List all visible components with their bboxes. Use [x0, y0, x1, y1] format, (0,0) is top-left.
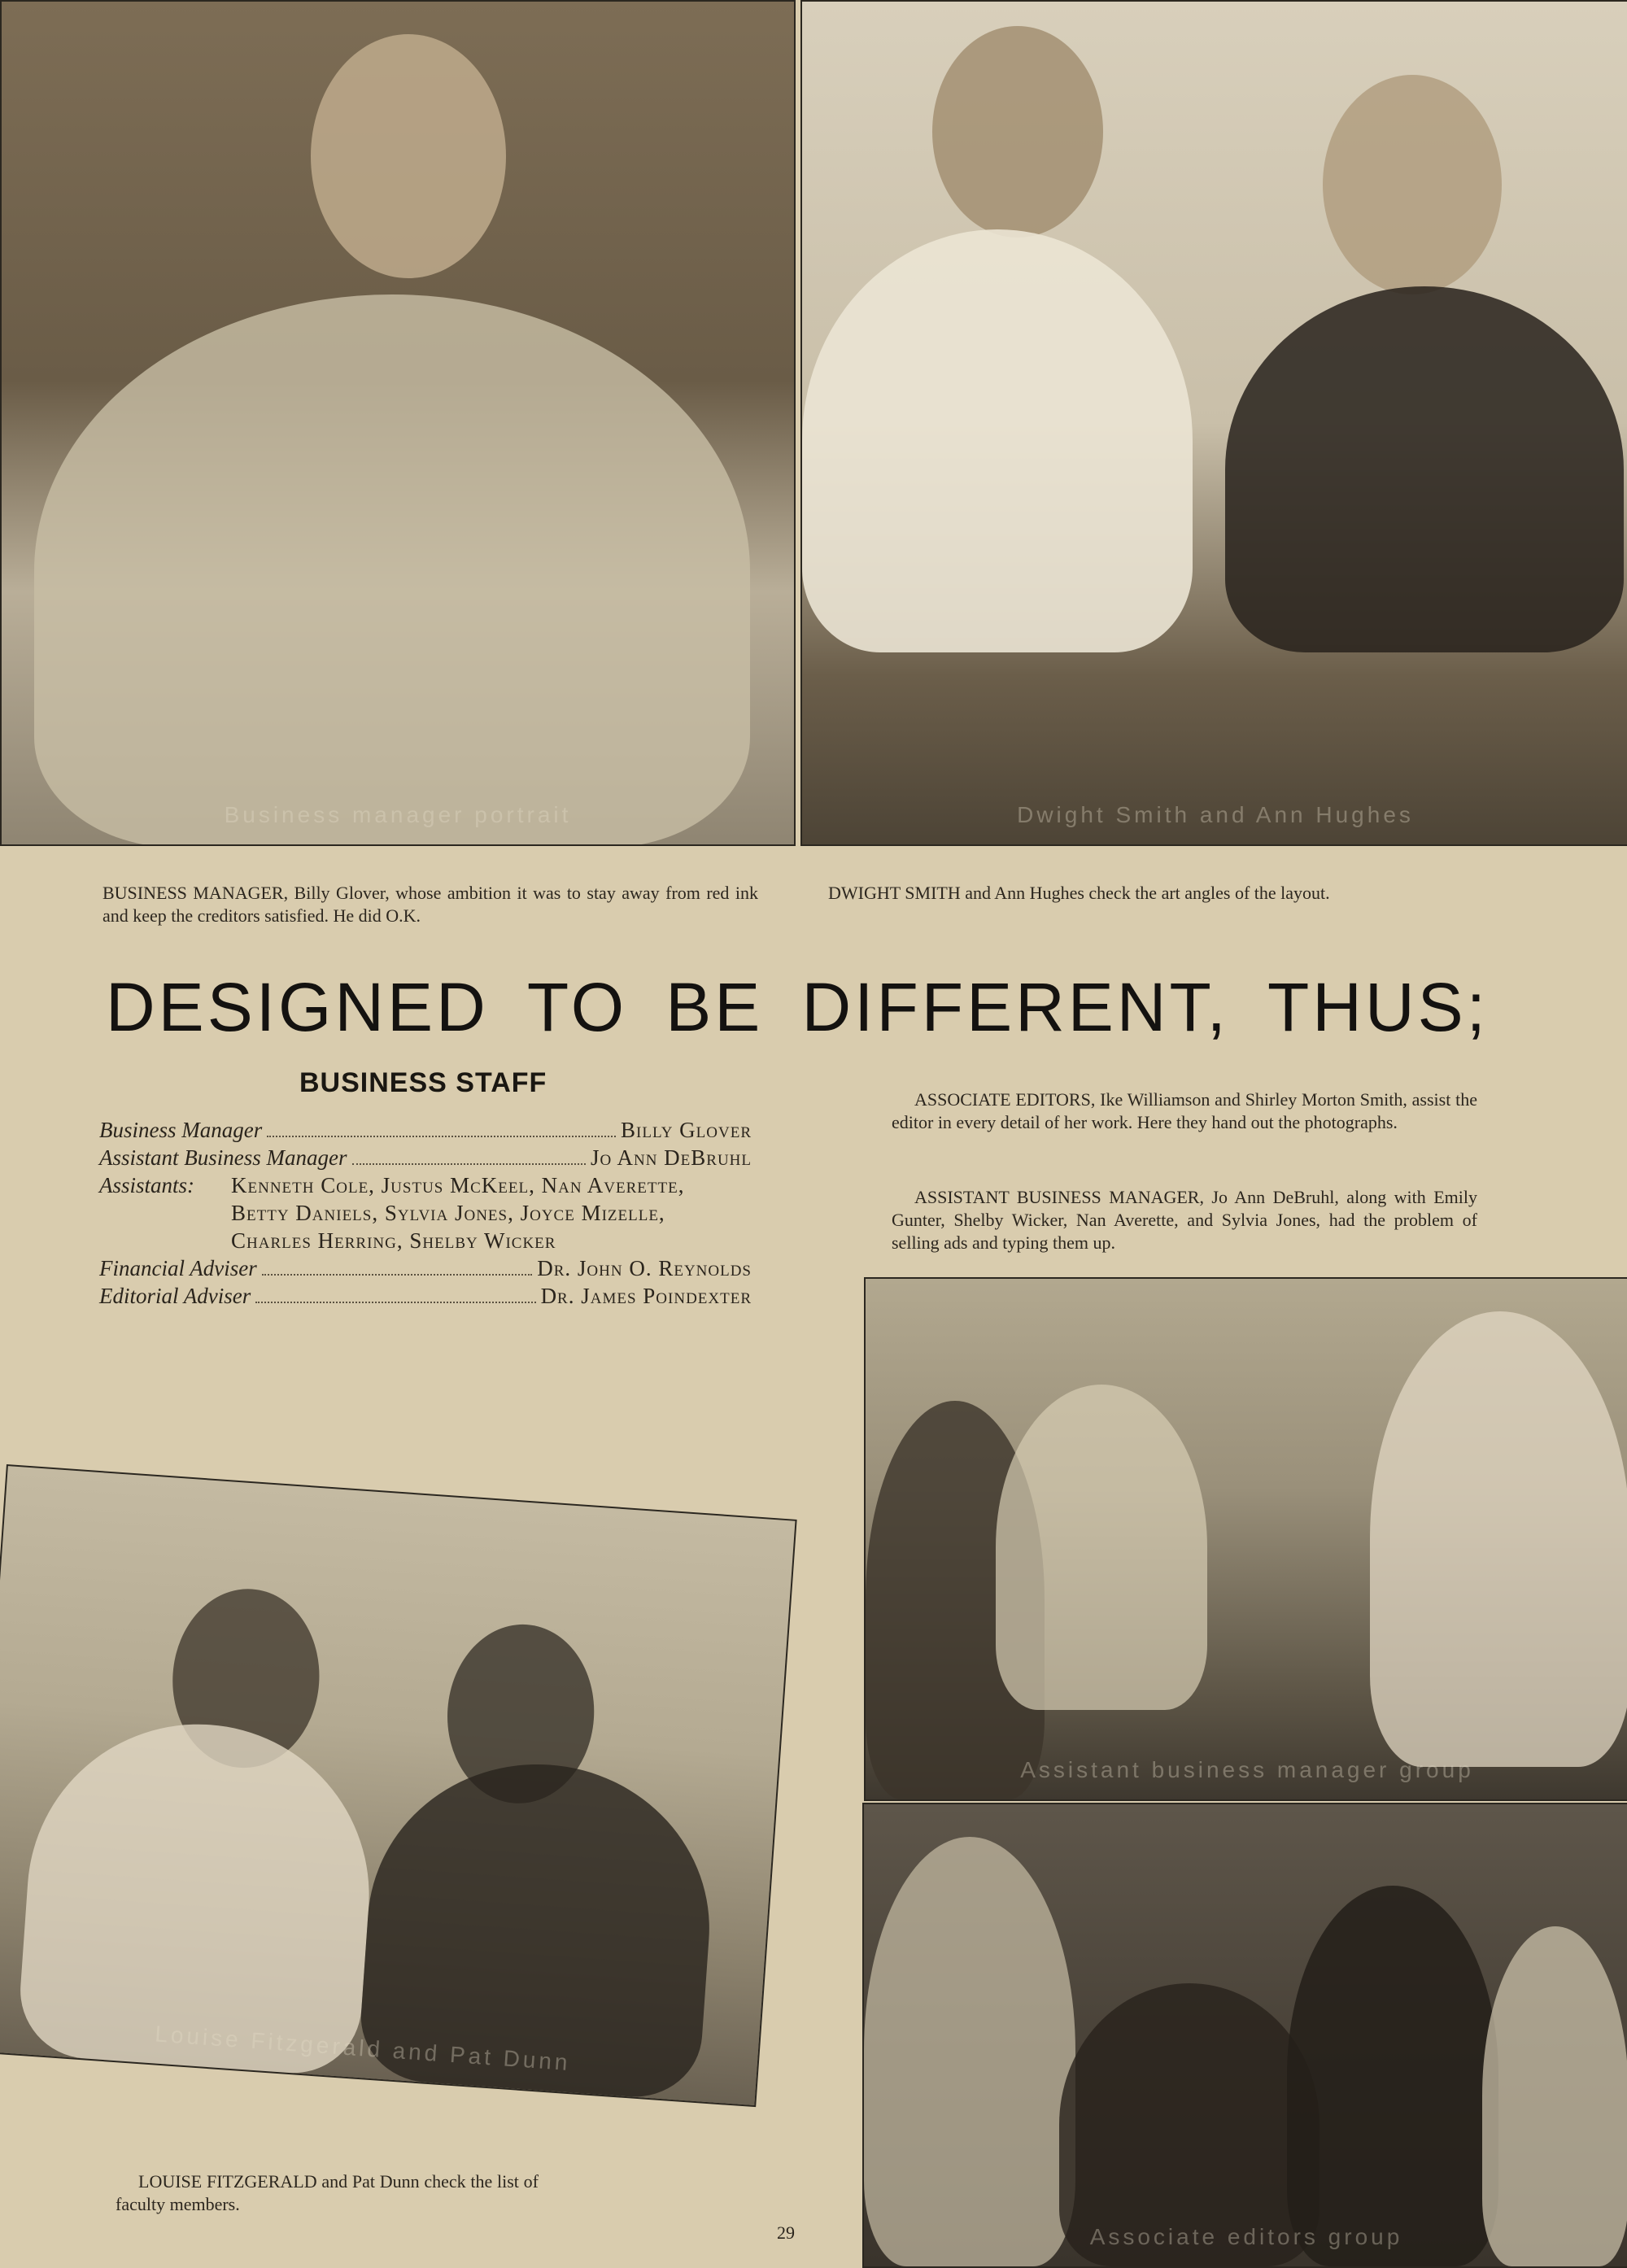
staff-list [99, 1116, 752, 1310]
headline-word: DESIGNED [106, 969, 489, 1045]
photo-label: Louise Fitzgerald and Pat Dunn [154, 2021, 572, 2076]
headline-word: THUS; [1267, 969, 1489, 1045]
photo-assistant-business-manager [864, 1277, 1627, 1801]
staff-role: Editorial Adviser [99, 1284, 251, 1308]
assistants-line: Betty Daniels, Sylvia Jones, Joyce Mizelle, [231, 1201, 665, 1225]
photo-label: Associate editors group [1089, 2224, 1403, 2249]
leader-dots [255, 1302, 535, 1303]
assistants-line: Kenneth Cole, Justus McKeel, Nan Averette, [231, 1173, 685, 1197]
photo-label: Assistant business manager group [1020, 1757, 1474, 1782]
staff-row-assistants [99, 1171, 752, 1254]
photo-art-angles [800, 0, 1627, 846]
headline-word: DIFFERENT, [801, 969, 1229, 1045]
staff-row [99, 1282, 752, 1310]
headline-word: TO [526, 969, 628, 1045]
staff-row [99, 1144, 752, 1171]
caption-assistant-business-manager: ASSISTANT BUSINESS MANAGER, Jo Ann DeBruhl, along with Emily Gunter, Shelby Wicker, Nan Averette, and Sylvia Jones, had the problem of selling ads and typing them up. [892, 1187, 1477, 1253]
photo-label: Business manager portrait [224, 802, 572, 827]
caption-faculty-list: LOUISE FITZGERALD and Pat Dunn check the list of faculty members. [116, 2171, 539, 2214]
assistants-line: Charles Herring, Shelby Wicker [231, 1228, 556, 1253]
photo-faculty-list [0, 1464, 797, 2107]
staff-role: Business Manager [99, 1118, 263, 1142]
assistants-names [231, 1171, 684, 1254]
leader-dots [352, 1163, 586, 1165]
leader-dots [262, 1274, 533, 1276]
staff-role: Assistant Business Manager [99, 1145, 347, 1170]
staff-name: Dr. John O. Reynolds [537, 1256, 752, 1280]
photo-business-manager [0, 0, 796, 846]
staff-role: Assistants: [99, 1173, 195, 1197]
staff-name: Billy Glover [621, 1118, 752, 1142]
page-headline [106, 968, 1489, 1047]
staff-name: Dr. James Poindexter [540, 1284, 752, 1308]
caption-associate-editors: ASSOCIATE EDITORS, Ike Williamson and Shirley Morton Smith, assist the editor in every detail of her work. Here they hand out the photographs. [892, 1089, 1477, 1132]
leader-dots [267, 1136, 616, 1137]
staff-role: Financial Adviser [99, 1256, 257, 1280]
photo-label: Dwight Smith and Ann Hughes [1017, 802, 1414, 827]
staff-title: BUSINESS STAFF [299, 1067, 547, 1098]
caption-art-angles: DWIGHT SMITH and Ann Hughes check the art angles of the layout. [828, 883, 1330, 903]
page-number: 29 [777, 2222, 795, 2243]
caption-business-manager: BUSINESS MANAGER, Billy Glover, whose ambition it was to stay away from red ink and keep the creditors satisfied. He did O.K. [103, 883, 758, 926]
staff-row [99, 1254, 752, 1282]
staff-row [99, 1116, 752, 1144]
headline-word: BE [665, 969, 764, 1045]
photo-associate-editors [862, 1803, 1627, 2268]
staff-name: Jo Ann DeBruhl [590, 1145, 752, 1170]
